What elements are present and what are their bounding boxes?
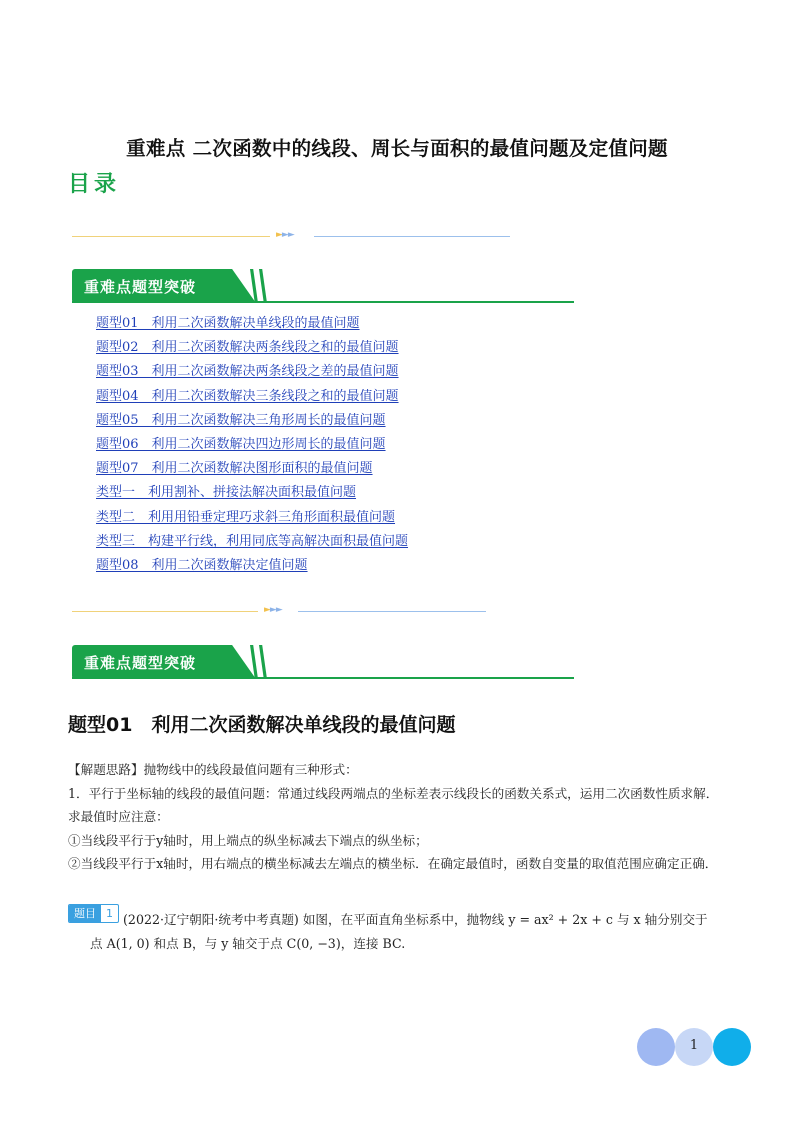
toc-link[interactable]: 题型03 利用二次函数解决两条线段之差的最值问题 bbox=[96, 364, 399, 380]
toc-link[interactable]: 题型01 利用二次函数解决单线段的最值问题 bbox=[96, 316, 360, 331]
toc-link[interactable]: 题型02 利用二次函数解决两条线段之和的最值问题 bbox=[96, 340, 399, 356]
section-title: 题型01 利用二次函数解决单线段的最值问题 bbox=[68, 714, 456, 736]
toc-link[interactable]: 题型05 利用二次函数解决三角形周长的最值问题 bbox=[96, 412, 386, 428]
toc-link[interactable]: 题型06 利用二次函数解决四边形周长的最值问题 bbox=[96, 436, 386, 452]
toc-item[interactable] bbox=[96, 556, 408, 580]
toc-link[interactable]: 题型07 利用二次函数解决图形面积的最值问题 bbox=[96, 461, 373, 477]
page-number-badge bbox=[637, 1028, 751, 1066]
toc-link[interactable]: 类型一 利用割补、拼接法解决面积最值问题 bbox=[96, 485, 357, 501]
toc-item[interactable] bbox=[96, 338, 408, 362]
section-banner-toc bbox=[72, 269, 582, 305]
toc-item[interactable] bbox=[96, 459, 408, 483]
toc-link[interactable]: 题型08 利用二次函数解决定值问题 bbox=[96, 557, 308, 573]
toc-item[interactable] bbox=[96, 387, 408, 411]
toc-link[interactable]: 题型04 利用二次函数解决三条线段之和的最值问题 bbox=[96, 388, 399, 404]
section-banner-body bbox=[72, 645, 582, 681]
divider-top bbox=[72, 230, 512, 244]
toc-item[interactable] bbox=[96, 508, 408, 532]
toc-item[interactable] bbox=[96, 362, 408, 386]
arrow-icon: ►►► bbox=[264, 605, 282, 615]
toc-link[interactable]: 类型二 利用用铅垂定理巧求斜三角形面积最值问题 bbox=[96, 509, 396, 525]
problem-block bbox=[68, 904, 730, 956]
document-title: 重难点 二次函数中的线段、周长与面积的最值问题及定值问题 bbox=[126, 137, 668, 160]
paragraph: ①当线段平行于y轴时，用上端点的纵坐标减去下端点的纵坐标； bbox=[68, 832, 428, 848]
toc-heading: 目录 bbox=[68, 172, 121, 197]
arrow-icon: ►►► bbox=[276, 230, 294, 240]
problem-line-2: 点 A(1, 0) 和点 B，与 y 轴交于点 C(0, −3)，连接 BC. bbox=[90, 936, 406, 951]
toc-item[interactable] bbox=[96, 314, 408, 338]
solution-text bbox=[68, 758, 728, 876]
paragraph: 1．平行于坐标轴的线段的最值问题：常通过线段两端点的坐标差表示线段长的函数关系式，运用二次函数性质求解．求最值时应注意： bbox=[68, 785, 719, 824]
problem-text: (2022·辽宁朝阳·统考中考真题) 如图，在平面直角坐标系中，抛物线 y = ax² + 2x + c 与 x 轴分别交于 bbox=[123, 912, 708, 927]
toc-item[interactable] bbox=[96, 483, 408, 507]
divider-middle bbox=[72, 605, 488, 619]
banner-label: 重难点题型突破 bbox=[84, 278, 197, 296]
toc-list bbox=[96, 314, 408, 580]
toc-item[interactable] bbox=[96, 411, 408, 435]
toc-item[interactable] bbox=[96, 532, 408, 556]
toc-link[interactable]: 类型三 构建平行线，利用同底等高解决面积最值问题 bbox=[96, 533, 409, 549]
paragraph: ②当线段平行于x轴时，用右端点的横坐标减去左端点的横坐标．在确定最值时，函数自变量的取值范围应确定正确． bbox=[68, 856, 718, 871]
problem-badge: 题目 1 bbox=[68, 904, 119, 923]
toc-item[interactable] bbox=[96, 435, 408, 459]
paragraph: 【解题思路】抛物线中的线段最值问题有三种形式： bbox=[68, 762, 358, 777]
problem-line-1 bbox=[68, 904, 730, 932]
page-number: 1 bbox=[689, 1038, 699, 1053]
banner-label: 重难点题型突破 bbox=[84, 654, 197, 672]
